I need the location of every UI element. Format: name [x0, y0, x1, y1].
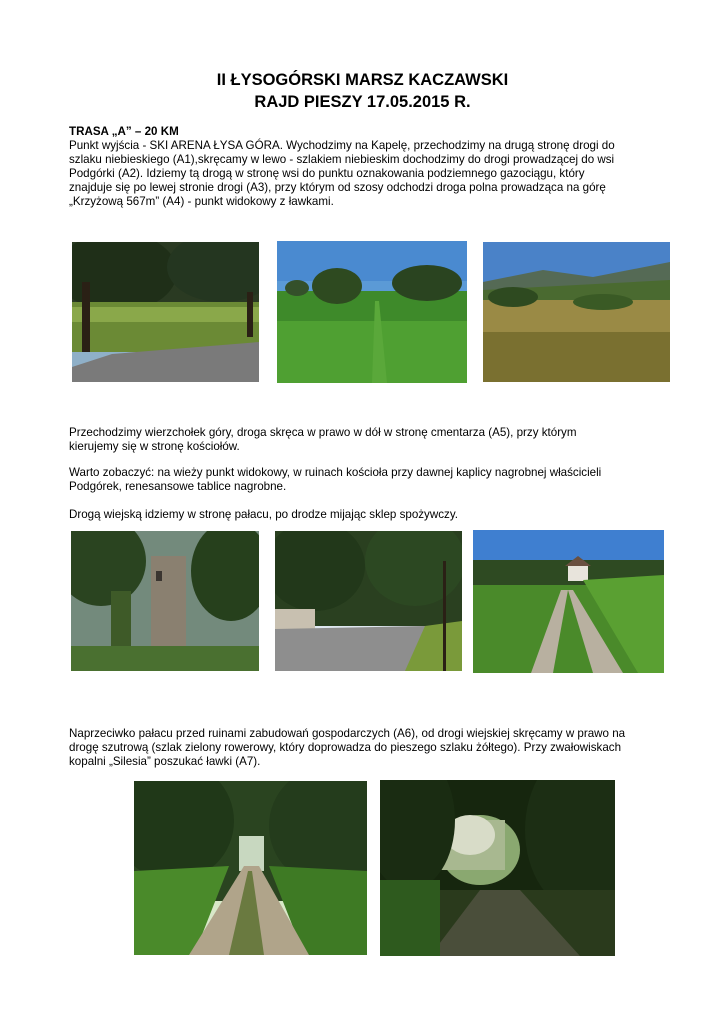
paragraph-5 — [69, 727, 669, 769]
paragraph-5-line: kopalni „Silesia” poszukać ławki (A7). — [69, 755, 261, 768]
route-heading: TRASA „A” – 20 KM — [69, 125, 179, 138]
photo-church-tower-ruins — [71, 531, 259, 671]
paragraph-1-line: szlaku niebieskiego (A1),skręcamy w lewo - szlakiem niebieskim dochodzimy do drogi prowadzącej do wsi — [69, 153, 615, 166]
photo-dark-forest-path — [380, 780, 615, 956]
paragraph-1-line: „Krzyżową 567m” (A4) - punkt widokowy z ławkami. — [69, 195, 334, 208]
paragraph-1-line: Punkt wyjścia - SKI ARENA ŁYSA GÓRA. Wychodzimy na Kapelę, przechodzimy na drugą stronę drogi do — [69, 139, 615, 152]
photo-green-meadow — [277, 241, 467, 383]
paragraph-4-line: Drogą wiejską idziemy w stronę pałacu, po drodze mijając sklep spożywczy. — [69, 508, 458, 521]
paragraph-3-line: Warto zobaczyć: na wieży punkt widokowy, w ruinach kościoła przy dawnej kaplicy nagrobnej właścicieli — [69, 466, 602, 479]
paragraph-2-line: kierujemy się w stronę kościołów. — [69, 440, 240, 453]
paragraph-3 — [69, 466, 669, 494]
route-description — [69, 125, 669, 209]
paragraph-5-line: Naprzeciwko pałacu przed ruinami zabudowań gospodarczych (A6), od drogi wiejskiej skręcamy w prawo na — [69, 727, 626, 740]
paragraph-2-line: Przechodzimy wierzchołek góry, droga skręca w prawo w dół w stronę cmentarza (A5), przy którym — [69, 426, 577, 439]
photo-tree-lined-road — [72, 242, 259, 382]
paragraph-1-line: Podgórki (A2). Idziemy tą drogą w stronę wsi do punktu oznakowania podziemnego gazociągu, który — [69, 167, 585, 180]
photo-gravel-path-forest — [134, 781, 367, 955]
paragraph-5-line: drogę szutrową (szlak zielony rowerowy, który doprowadza do pieszego szlaku żółtego). Przy zwałowiskach — [69, 741, 622, 754]
paragraph-3-line: Podgórek, renesansowe tablice nagrobne. — [69, 480, 287, 493]
paragraph-1-line: znajduje się po lewej stronie drogi (A3), przy którym od szosy odchodzi droga polna prowadząca na górę — [69, 181, 606, 194]
document-title-line-1: II ŁYSOGÓRSKI MARSZ KACZAWSKI — [216, 71, 509, 89]
photo-village-road — [275, 531, 462, 671]
photo-hillside-view — [483, 242, 670, 382]
document-title-line-2: RAJD PIESZY 17.05.2015 R. — [254, 93, 471, 111]
photo-dirt-road-house — [473, 530, 664, 673]
paragraph-2 — [69, 426, 669, 454]
paragraph-4 — [69, 508, 669, 522]
